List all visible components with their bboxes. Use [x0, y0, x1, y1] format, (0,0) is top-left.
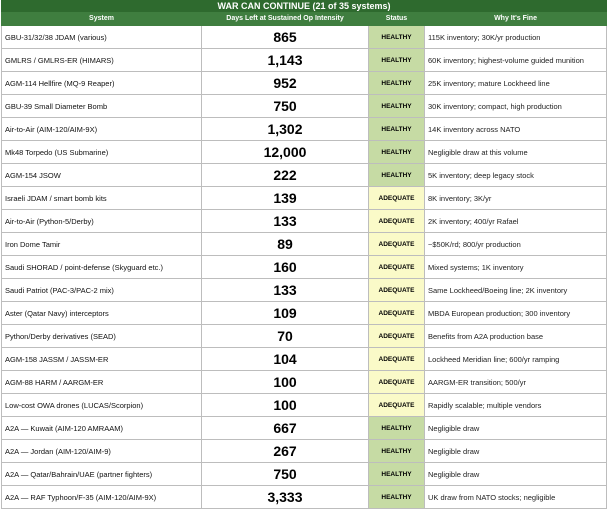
status-cell: HEALTHY	[369, 417, 425, 440]
days-left-cell: 667	[202, 417, 369, 440]
days-left-cell: 750	[202, 463, 369, 486]
days-left-cell: 139	[202, 187, 369, 210]
status-cell: HEALTHY	[369, 463, 425, 486]
days-left-cell: 133	[202, 279, 369, 302]
system-cell: GMLRS / GMLRS-ER (HIMARS)	[2, 49, 202, 72]
table-row	[2, 371, 607, 394]
days-left-cell: 109	[202, 302, 369, 325]
days-left-cell: 865	[202, 26, 369, 49]
status-cell: HEALTHY	[369, 26, 425, 49]
system-cell: Israeli JDAM / smart bomb kits	[2, 187, 202, 210]
table-row	[2, 348, 607, 371]
table-row	[2, 325, 607, 348]
header-why: Why It's Fine	[425, 12, 607, 26]
why-cell: Negligible draw	[425, 463, 607, 486]
status-cell: ADEQUATE	[369, 233, 425, 256]
table-row	[2, 463, 607, 486]
table-row	[2, 210, 607, 233]
days-left-cell: 100	[202, 371, 369, 394]
table-row	[2, 164, 607, 187]
why-cell: 115K inventory; 30K/yr production	[425, 26, 607, 49]
why-cell: 60K inventory; highest-volume guided munition	[425, 49, 607, 72]
why-cell: 5K inventory; deep legacy stock	[425, 164, 607, 187]
spreadsheet	[1, 0, 606, 509]
title-row	[2, 1, 607, 12]
why-cell: 2K inventory; 400/yr Rafael	[425, 210, 607, 233]
days-left-cell: 89	[202, 233, 369, 256]
system-cell: Iron Dome Tamir	[2, 233, 202, 256]
system-cell: A2A — Kuwait (AIM-120 AMRAAM)	[2, 417, 202, 440]
table-title: WAR CAN CONTINUE (21 of 35 systems)	[2, 1, 607, 12]
status-cell: HEALTHY	[369, 49, 425, 72]
system-cell: Saudi Patriot (PAC-3/PAC-2 mix)	[2, 279, 202, 302]
status-cell: ADEQUATE	[369, 325, 425, 348]
system-cell: A2A — Jordan (AIM-120/AIM-9)	[2, 440, 202, 463]
status-cell: ADEQUATE	[369, 302, 425, 325]
table-row	[2, 72, 607, 95]
status-cell: ADEQUATE	[369, 279, 425, 302]
days-left-cell: 222	[202, 164, 369, 187]
why-cell: Negligible draw at this volume	[425, 141, 607, 164]
system-cell: GBU-39 Small Diameter Bomb	[2, 95, 202, 118]
why-cell: Negligible draw	[425, 440, 607, 463]
days-left-cell: 1,302	[202, 118, 369, 141]
why-cell: Rapidly scalable; multiple vendors	[425, 394, 607, 417]
table-row	[2, 233, 607, 256]
days-left-cell: 750	[202, 95, 369, 118]
table-row	[2, 394, 607, 417]
status-cell: ADEQUATE	[369, 371, 425, 394]
system-cell: Air-to-Air (Python-5/Derby)	[2, 210, 202, 233]
days-left-cell: 70	[202, 325, 369, 348]
table-row	[2, 486, 607, 509]
days-left-cell: 1,143	[202, 49, 369, 72]
header-system: System	[2, 12, 202, 26]
status-cell: ADEQUATE	[369, 256, 425, 279]
system-cell: A2A — RAF Typhoon/F-35 (AIM-120/AIM-9X)	[2, 486, 202, 509]
system-cell: Python/Derby derivatives (SEAD)	[2, 325, 202, 348]
table-row	[2, 279, 607, 302]
system-cell: Low-cost OWA drones (LUCAS/Scorpion)	[2, 394, 202, 417]
table-body	[2, 26, 607, 509]
why-cell: Lockheed Meridian line; 600/yr ramping	[425, 348, 607, 371]
status-cell: ADEQUATE	[369, 210, 425, 233]
why-cell: Negligible draw	[425, 417, 607, 440]
status-cell: ADEQUATE	[369, 394, 425, 417]
system-cell: GBU-31/32/38 JDAM (various)	[2, 26, 202, 49]
table-row	[2, 187, 607, 210]
status-cell: HEALTHY	[369, 164, 425, 187]
status-cell: HEALTHY	[369, 440, 425, 463]
status-cell: ADEQUATE	[369, 187, 425, 210]
system-cell: AGM-114 Hellfire (MQ-9 Reaper)	[2, 72, 202, 95]
why-cell: ~$50K/rd; 800/yr production	[425, 233, 607, 256]
system-cell: Mk48 Torpedo (US Submarine)	[2, 141, 202, 164]
status-cell: ADEQUATE	[369, 348, 425, 371]
table-row	[2, 141, 607, 164]
system-cell: Aster (Qatar Navy) interceptors	[2, 302, 202, 325]
days-left-cell: 160	[202, 256, 369, 279]
header-status: Status	[369, 12, 425, 26]
header-row	[2, 12, 607, 26]
why-cell: 30K inventory; compact, high production	[425, 95, 607, 118]
table-row	[2, 49, 607, 72]
days-left-cell: 12,000	[202, 141, 369, 164]
table-row	[2, 26, 607, 49]
table-row	[2, 118, 607, 141]
table-row	[2, 95, 607, 118]
days-left-cell: 100	[202, 394, 369, 417]
why-cell: MBDA European production; 300 inventory	[425, 302, 607, 325]
why-cell: Same Lockheed/Boeing line; 2K inventory	[425, 279, 607, 302]
status-cell: HEALTHY	[369, 118, 425, 141]
munitions-table	[1, 0, 607, 509]
header-days: Days Left at Sustained Op Intensity	[202, 12, 369, 26]
why-cell: 14K inventory across NATO	[425, 118, 607, 141]
system-cell: A2A — Qatar/Bahrain/UAE (partner fighters)	[2, 463, 202, 486]
system-cell: Saudi SHORAD / point-defense (Skyguard etc.)	[2, 256, 202, 279]
why-cell: 25K inventory; mature Lockheed line	[425, 72, 607, 95]
days-left-cell: 3,333	[202, 486, 369, 509]
days-left-cell: 267	[202, 440, 369, 463]
system-cell: AGM-154 JSOW	[2, 164, 202, 187]
status-cell: HEALTHY	[369, 72, 425, 95]
system-cell: Air-to-Air (AIM-120/AIM-9X)	[2, 118, 202, 141]
why-cell: Mixed systems; 1K inventory	[425, 256, 607, 279]
table-row	[2, 256, 607, 279]
days-left-cell: 133	[202, 210, 369, 233]
why-cell: AARGM-ER transition; 500/yr	[425, 371, 607, 394]
why-cell: 8K inventory; 3K/yr	[425, 187, 607, 210]
days-left-cell: 104	[202, 348, 369, 371]
table-row	[2, 440, 607, 463]
status-cell: HEALTHY	[369, 141, 425, 164]
status-cell: HEALTHY	[369, 95, 425, 118]
status-cell: HEALTHY	[369, 486, 425, 509]
why-cell: UK draw from NATO stocks; negligible	[425, 486, 607, 509]
system-cell: AGM-88 HARM / AARGM-ER	[2, 371, 202, 394]
why-cell: Benefits from A2A production base	[425, 325, 607, 348]
days-left-cell: 952	[202, 72, 369, 95]
table-row	[2, 302, 607, 325]
system-cell: AGM-158 JASSM / JASSM-ER	[2, 348, 202, 371]
table-row	[2, 417, 607, 440]
